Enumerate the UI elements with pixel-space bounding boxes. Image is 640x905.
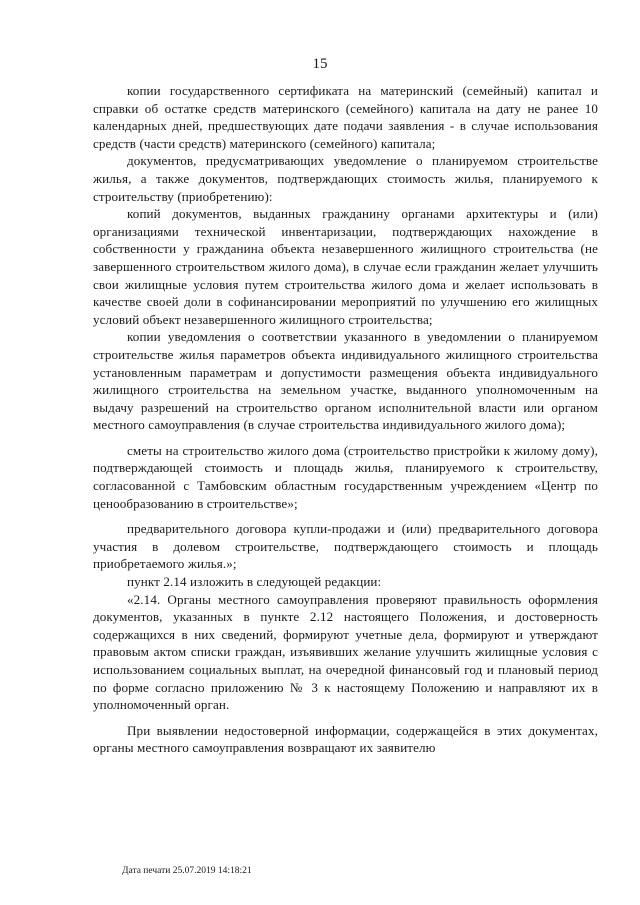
paragraph-clause-intro: пункт 2.14 изложить в следующей редакции: [127,574,382,590]
paragraph-unreliable-info: При выявлении недостоверной информации, содержащейся в этих документах, органы местного самоуправления возвращают их заявителю [93,722,598,756]
paragraph-unfinished-construction: копий документов, выданных гражданину органами архитектуры и (или) организациями технической инвентаризации, подтверждающих нахождение в собственности у гражданина объекта незавершенного жилищного строительства (не завершенного строительством жилого дома), в случае если гражданин желает улучшить свои жилищные условия путем строительства жилого дома и желает использовать в качестве своей доли в софинансировании мероприятий по улучшению его жилищных условий объект незавершенного жилищного строительства; [93,206,598,327]
print-date-footer: Дата печати 25.07.2019 14:18:21 [122,866,252,876]
paragraph-maternity-capital: копии государственного сертификата на материнский (семейный) капитал и справки об остатке средств материнского (семейного) капитала на дату не ранее 10 календарных дней, предшествующих дате подачи заявления - в случае использования средств (части средств) материнского (семейного) капитала; [93,83,598,151]
page-number: 15 [312,56,328,72]
paragraph-construction-documents: документов, предусматривающих уведомление о планируемом строительстве жилья, а также документов, подтверждающих стоимость жилья, планируемого к строительству (приобретению): [93,153,598,204]
paragraph-preliminary-contract: предварительного договора купли-продажи и (или) предварительного договора участия в долевом строительстве, подтверждающего стоимость и площадь приобретаемого жилья.»; [93,521,598,572]
paragraph-notification-copy: копии уведомления о соответствии указанного в уведомлении о планируемом строительстве жилья параметров объекта индивидуального жилищного строительства установленным параметрам и допустимости размещения объекта индивидуального жилищного строительства на земельном участке, выданного уполномоченным на выдачу разрешений на строительство органом исполнительной власти или органом местного самоуправления (в случае строительства индивидуального жилого дома); [93,329,598,433]
paragraph-construction-estimate: сметы на строительство жилого дома (строительство пристройки к жилому дому), подтверждающей стоимость и площадь жилья, планируемого к строительству, согласованной с Тамбовским областным государственным учреждением «Центр по ценообразованию в строительстве»; [93,442,598,511]
paragraph-clause-2-14: «2.14. Органы местного самоуправления проверяют правильность оформления документов, указанных в пункте 2.12 настоящего Положения, и достоверность содержащихся в них сведений, формируют учетные дела, формируют и утверждают правовым актом списки граждан, изъявивших желание улучшить жилищные условия с использованием социальных выплат, на очередной финансовый год и плановый период по форме согласно приложению № 3 к настоящему Положению и направляют их в уполномоченный орган. [93,591,598,713]
document-body [93,82,598,757]
